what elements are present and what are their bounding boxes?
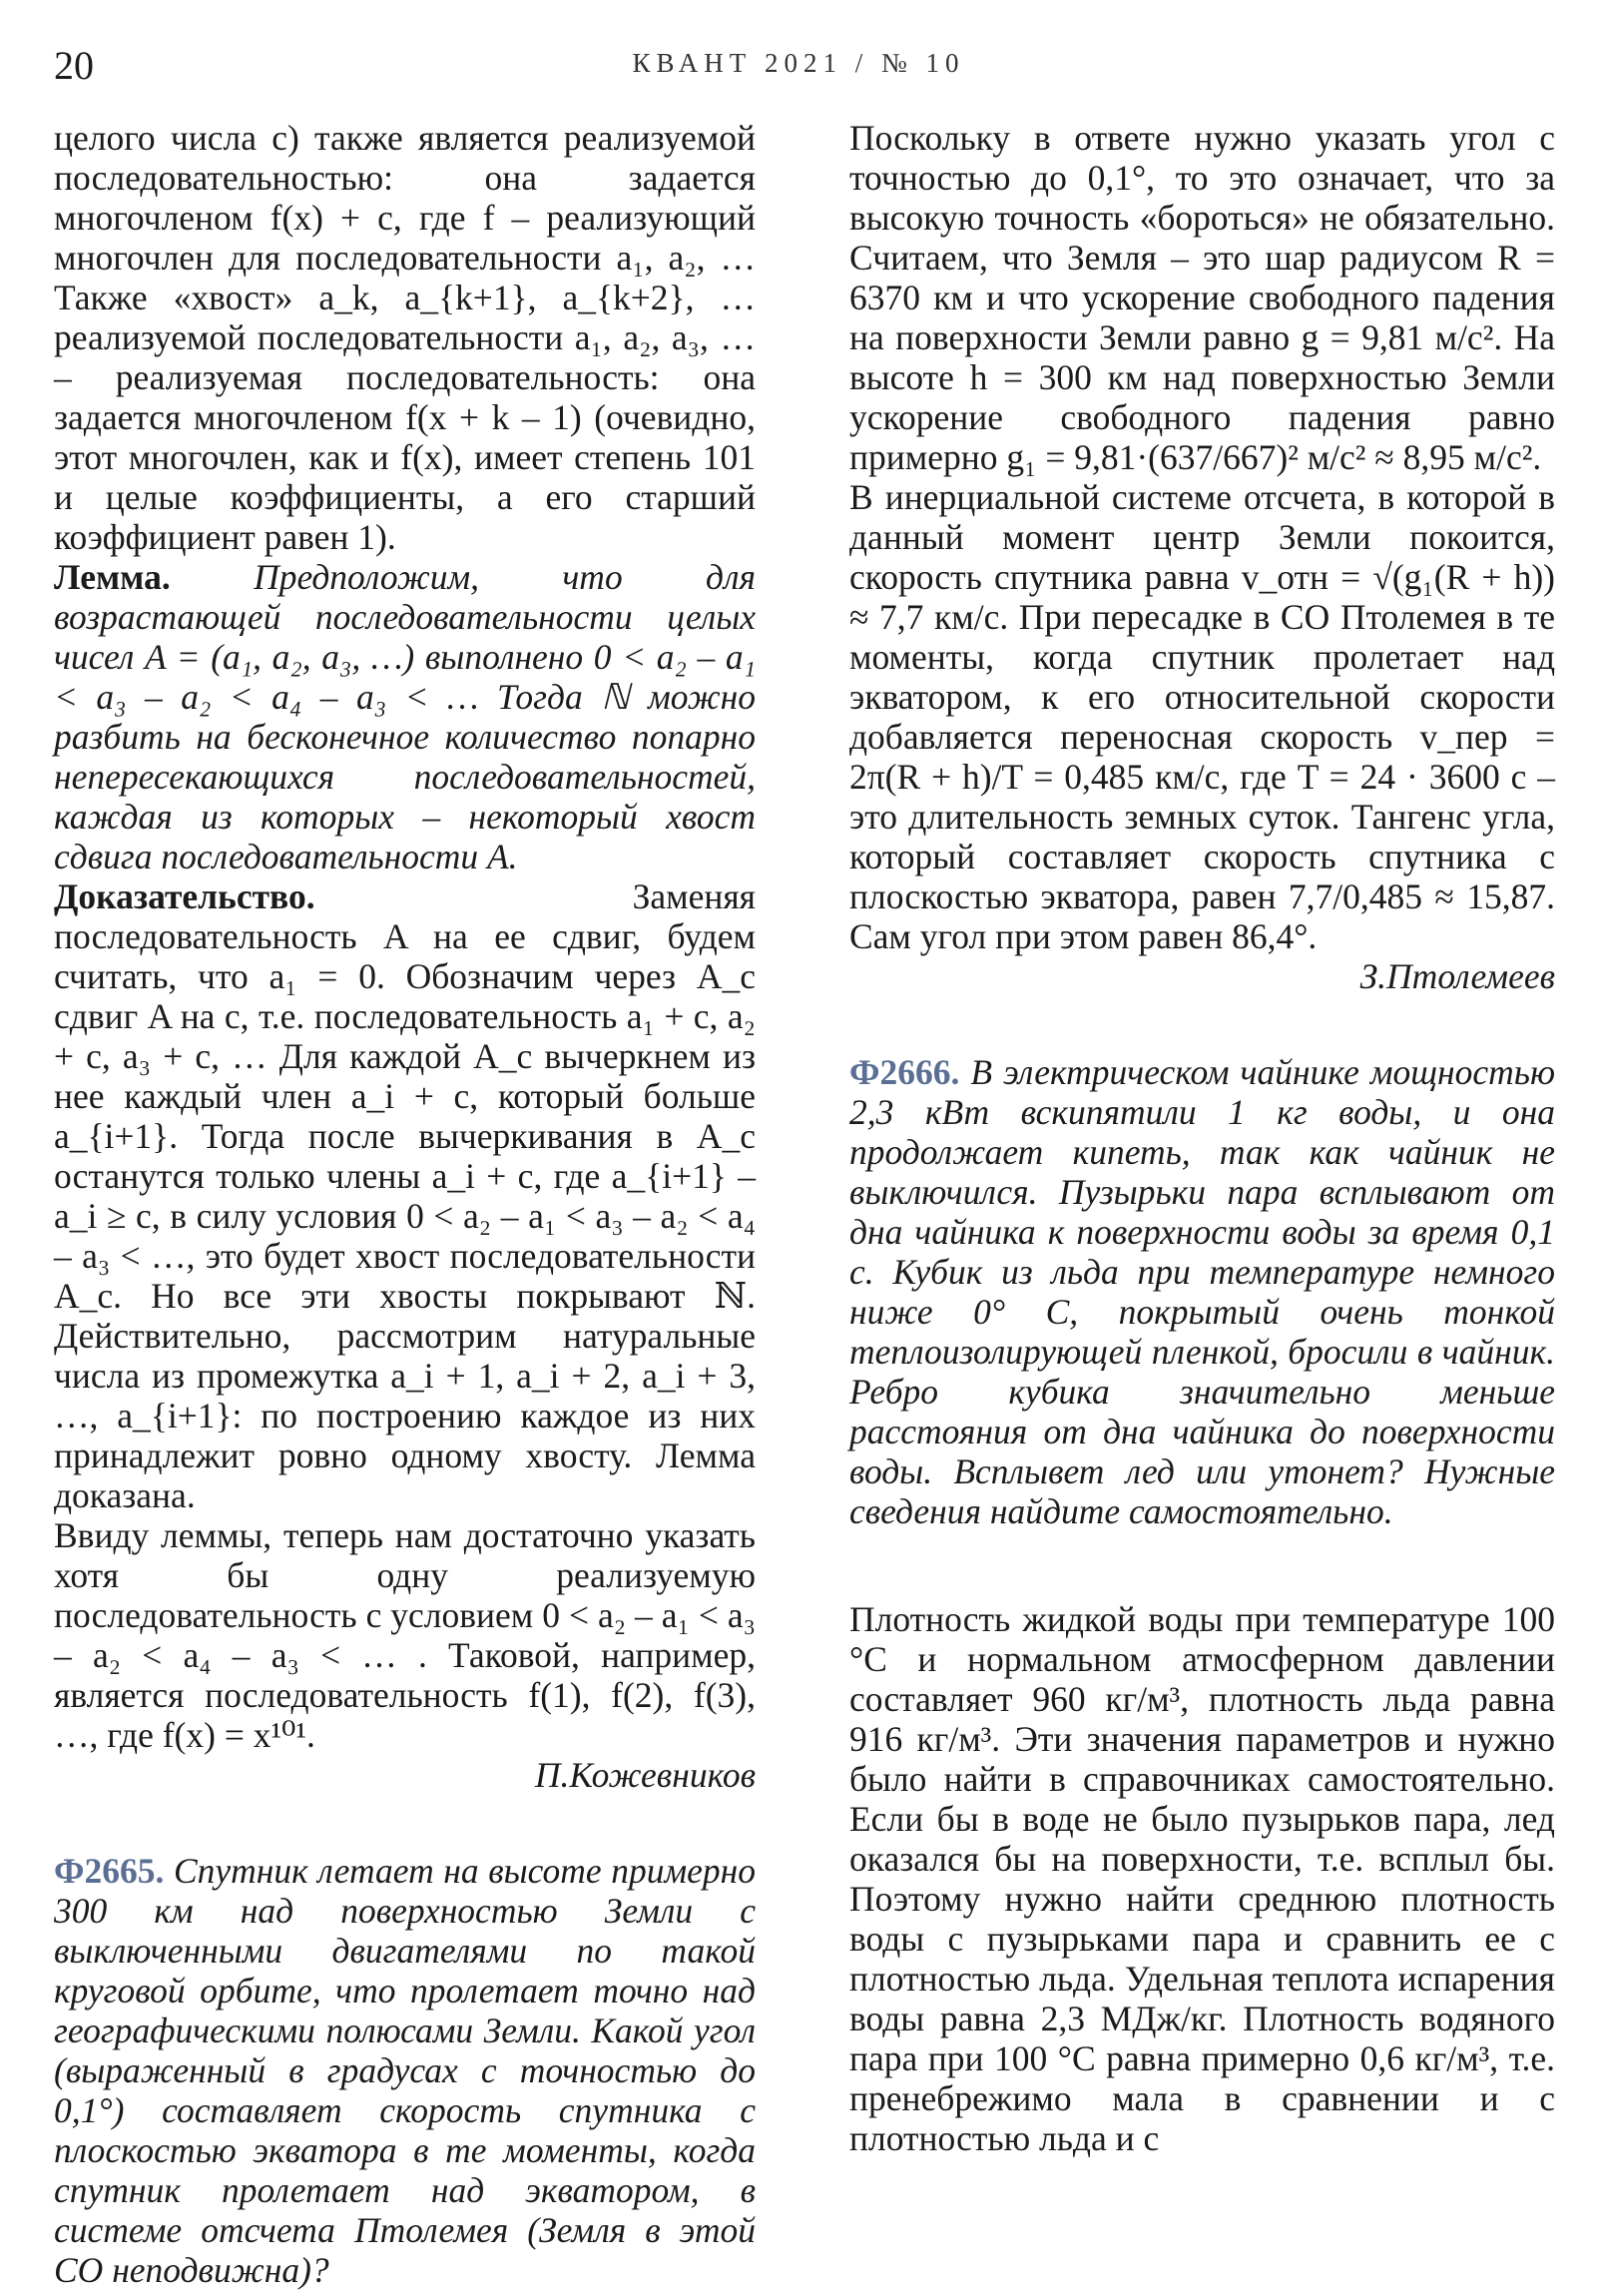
paragraph: Ввиду леммы, теперь нам достаточно указать хотя бы одну реализуемую последовательность с условием 0 < a₂ – a₁ < a₃ – a₂ < a₄ – a₃ < … . Таковой, например, является последовательность f(1), f(2), f(3), …, где f(x) = x¹⁰¹. <box>54 1515 756 1755</box>
paragraph: В инерциальной системе отсчета, в которой в данный момент центр Земли покоится, скорость спутника равна v_отн = √(g₁(R + h)) ≈ 7,7 км/с. При пересадке в СО Птолемея в те моменты, когда спутник пролетает над экватором, к его относительной скорости добавляется переносная скорость v_пер = 2π(R + h)/T = 0,485 км/с, где T = 24 · 3600 с – это длительность земных суток. Тангенс угла, который составляет скорость спутника с плоскостью экватора, равен 7,7/0,485 ≈ 15,87. Сам угол при этом равен 86,4°. <box>849 477 1555 956</box>
left-column <box>54 118 756 2290</box>
running-header: КВАНТ 2021 / № 10 <box>632 48 965 78</box>
author-signature: З.Птолемеев <box>1359 956 1555 996</box>
author-signature: П.Кожевников <box>534 1755 756 1795</box>
right-column <box>849 118 1555 2158</box>
lemma-text: Предположим, что для возрастающей последовательности целых чисел A = (a₁, a₂, a₃, …) выполнено 0 < a₂ – a₁ < a₃ – a₂ < a₄ – a₃ < … Тогда ℕ можно разбить на бесконечное количество попарно непересекающихся последовательностей, каждая из которых – некоторый хвост сдвига последовательности A. <box>54 557 756 876</box>
lemma <box>54 557 756 876</box>
paragraph: Поскольку в ответе нужно указать угол с точностью до 0,1°, то это означает, что за высокую точность «бороться» не обязательно. Считаем, что Земля – это шар радиусом R = 6370 км и что ускорение свободного падения на поверхности Земли равно g = 9,81 м/с². На высоте h = 300 км над поверхностью Земли ускорение свободного падения равно примерно g₁ = 9,81·(637/667)² м/с² ≈ 8,95 м/с². <box>849 118 1555 477</box>
proof-label: Доказательство. <box>54 876 315 916</box>
problem-text: Спутник летает на высоте примерно 300 км над поверхностью Земли с выключенными двигателями по такой круговой орбите, что пролетает точно над географическими полюсами Земли. Какой угол (выраженный в градусах с точностью до 0,1°) составляет скорость спутника с плоскостью экватора в те моменты, когда спутник пролетает над экватором, в системе отсчета Птолемея (Земля в этой СО неподвижна)? <box>54 1851 757 2290</box>
paragraph: Плотность жидкой воды при температуре 100 °С и нормальном атмосферном давлении составляет 960 кг/м³, плотность льда равна 916 кг/м³. Эти значения параметров и нужно было найти в справочниках самостоятельно. Если бы в воде не было пузырьков пара, лед оказался бы на поверхности, т.е. всплыл бы. Поэтому нужно найти среднюю плотность воды с пузырьками пара и сравнить ее с плотностью льда. Удельная теплота испарения воды равна 2,3 МДж/кг. Плотность водяного пара при 100 °С равна примерно 0,6 кг/м³, т.е. пренебрежимо мала в сравнении и с плотностью льда и с <box>849 1599 1555 2158</box>
problem-f2666 <box>849 1052 1555 1531</box>
lemma-label: Лемма. <box>54 557 171 597</box>
problem-id: Ф2666. <box>849 1052 960 1092</box>
page-number: 20 <box>54 43 94 88</box>
proof-text: Заменяя последовательность A на ее сдвиг, будем считать, что a₁ = 0. Обозначим через A_c сдвиг A на c, т.е. последовательность a₁ + c, a₂ + c, a₃ + c, … Для каждой A_c вычеркнем из нее каждый член a_i + c, который больше a_{i+1}. Тогда после вычеркивания в A_c останутся только члены a_i + c, где a_{i+1} – a_i ≥ c, в силу условия 0 < a₂ – a₁ < a₃ – a₂ < a₄ – a₃ < …, это будет хвост последовательности A_c. Но все эти хвосты покрывают ℕ. Действительно, рассмотрим натуральные числа из промежутка a_i + 1, a_i + 2, a_i + 3, …, a_{i+1}: по построению каждое из них принадлежит ровно одному хвосту. Лемма доказана. <box>54 876 756 1515</box>
problem-id: Ф2665. <box>54 1851 165 1891</box>
problem-text: В электрическом чайнике мощностью 2,3 кВт вскипятили 1 кг воды, и она продолжает кипеть, так как чайник не выключился. Пузырьки пара всплывают от дна чайника к поверхности воды за время 0,1 с. Кубик из льда при температуре немного ниже 0° C, покрытый очень тонкой теплоизолирующей пленкой, бросили в чайник. Ребро кубика значительно меньше расстояния от дна чайника до поверхности воды. Всплывет лед или утонет? Нужные сведения найдите самостоятельно. <box>849 1052 1555 1531</box>
proof <box>54 876 756 1515</box>
problem-f2665 <box>54 1851 756 2290</box>
paragraph: целого числа c) также является реализуемой последовательностью: она задается многочленом f(x) + c, где f – реализующий многочлен для последовательности a₁, a₂, … Также «хвост» a_k, a_{k+1}, a_{k+2}, … реализуемой последовательности a₁, a₂, a₃, … – реализуемая последовательность: она задается многочленом f(x + k – 1) (очевидно, этот многочлен, как и f(x), имеет степень 101 и целые коэффициенты, а его старший коэффициент равен 1). <box>54 118 756 557</box>
